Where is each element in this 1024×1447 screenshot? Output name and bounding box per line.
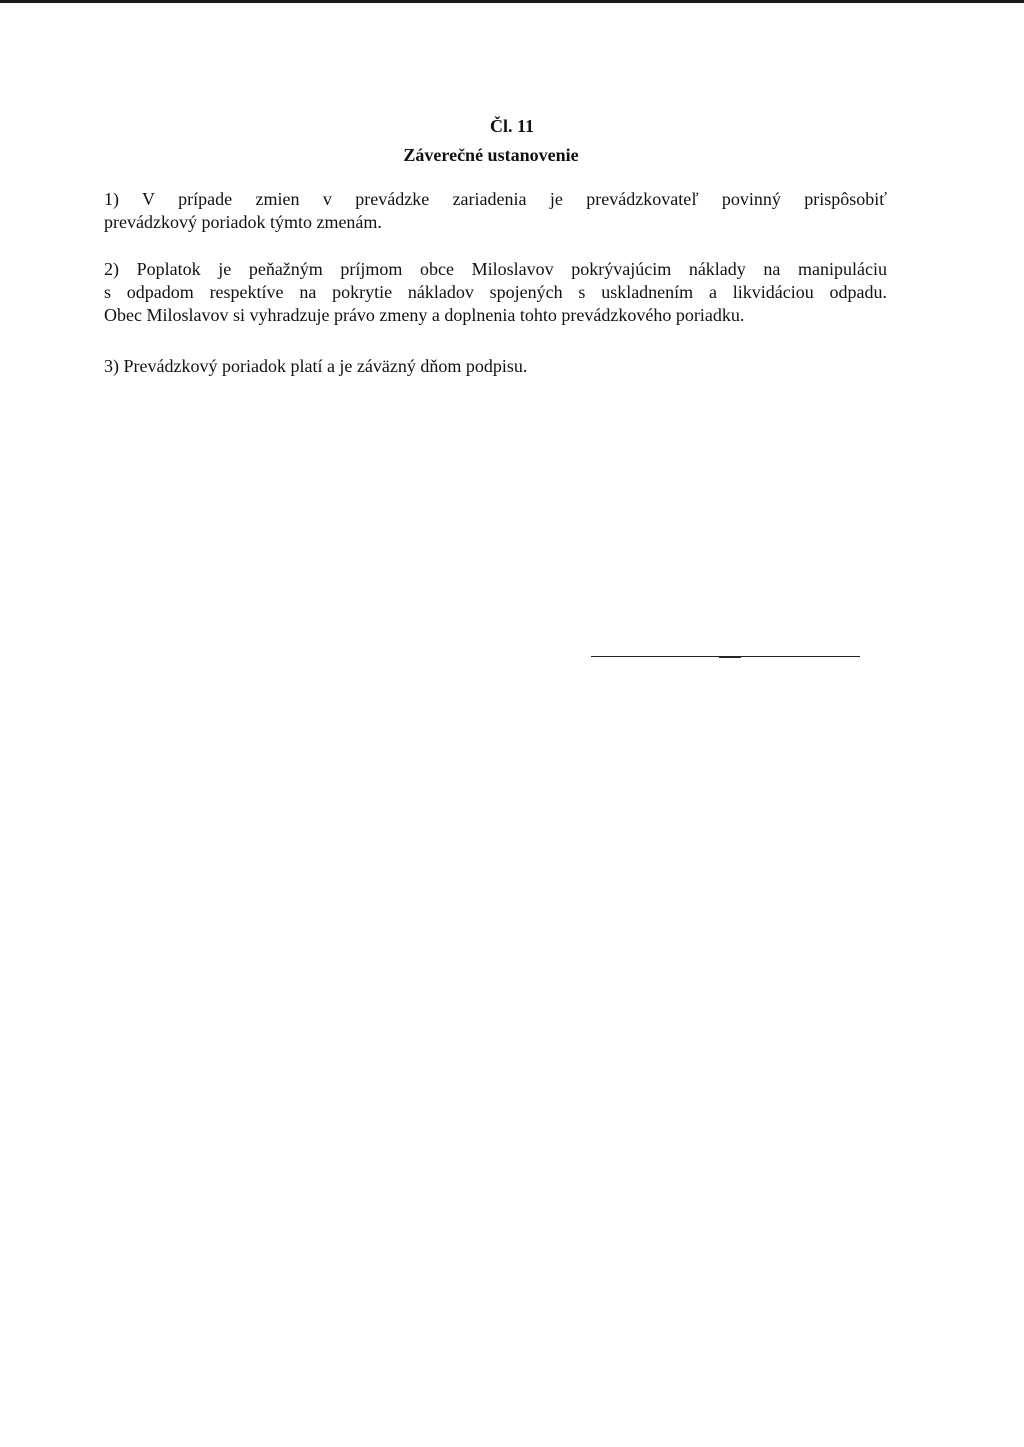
article-number: Čl. 11: [489, 116, 534, 136]
paragraph-1: [104, 188, 887, 234]
top-border-rule: [0, 0, 1024, 3]
paragraph-line: 3) Prevádzkový poriadok platí a je záväzný dňom podpisu.: [104, 356, 528, 376]
paragraph-3: [104, 355, 887, 378]
paragraph-line: 2) Poplatok je peňažným príjmom obce Miloslavov pokrývajúcim náklady na manipuláciu: [104, 259, 887, 279]
paragraph-line: Obec Miloslavov si vyhradzuje právo zmeny a doplnenia tohto prevádzkového poriadku.: [104, 305, 745, 325]
paragraph-line: 1) V prípade zmien v prevádzke zariadenia je prevádzkovateľ povinný prispôsobiť: [104, 189, 887, 209]
article-heading: Záverečné ustanovenie: [403, 145, 579, 165]
paragraph-line: s odpadom respektíve na pokrytie nákladov spojených s uskladnením a likvidáciou odpadu.: [104, 282, 887, 302]
paragraph-2: [104, 258, 887, 327]
signature-line: [591, 656, 860, 657]
paragraph-line: prevádzkový poriadok týmto zmenám.: [104, 212, 382, 232]
